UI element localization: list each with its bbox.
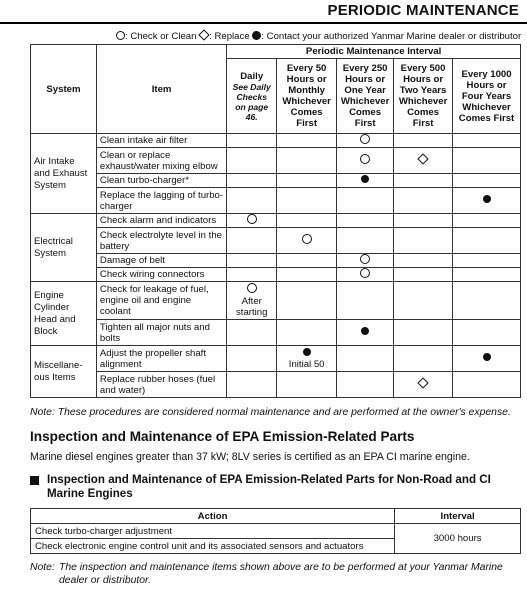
legend-contact: : Contact your authorized Yanmar Marine dealer or distributor [261, 31, 522, 42]
note-normal-maintenance: Note: These procedures are considered normal maintenance and are performed at the owner's expense. [30, 407, 511, 418]
dealer-dot-icon [483, 195, 491, 203]
interval-cell [337, 320, 394, 346]
interval-cell [453, 214, 521, 228]
interval-cell [394, 228, 453, 254]
item-cell: Damage of belt [96, 254, 226, 268]
interval-cell [227, 188, 277, 214]
item-cell: Replace the lagging of turbo-charger [96, 188, 226, 214]
item-cell: Clean or replace exhaust/water mixing elbow [96, 148, 226, 174]
replace-diamond-icon [417, 153, 428, 164]
interval-cell [337, 148, 394, 174]
subsection-title: Inspection and Maintenance of EPA Emission-Related Parts for Non-Road and CI Marine Engines [47, 473, 491, 500]
interval-cell [394, 282, 453, 320]
note-text: The inspection and maintenance items shown above are to be performed at your Yanmar Marine dealer or distributor. [59, 562, 503, 586]
table-row [31, 282, 521, 320]
interval-cell [453, 134, 521, 148]
item-cell: Check wiring connectors [96, 268, 226, 282]
system-cell: Miscellane-ous Items [31, 346, 97, 398]
interval-cell [394, 268, 453, 282]
interval-cell [453, 346, 521, 372]
square-bullet-icon [30, 476, 39, 485]
filled-circle-icon [252, 31, 261, 40]
header-bar [0, 0, 527, 24]
interval-cell [227, 148, 277, 174]
interval-cell [453, 174, 521, 188]
table-row [31, 174, 521, 188]
interval-50-header: Every 50 Hours or Monthly Whichever Comes First [277, 59, 337, 134]
open-circle-icon [116, 31, 125, 40]
system-header: System [31, 45, 97, 134]
item-header: Item [96, 45, 226, 134]
interval-cell [227, 372, 277, 398]
interval-cell [227, 282, 277, 320]
interval-cell [227, 268, 277, 282]
interval-cell [227, 320, 277, 346]
interval-cell [227, 214, 277, 228]
interval-cell [394, 188, 453, 214]
epa-action: Check turbo-charger adjustment [31, 524, 395, 539]
dealer-dot-icon [361, 175, 369, 183]
interval-cell [453, 148, 521, 174]
item-cell: Adjust the propeller shaft alignment [96, 346, 226, 372]
interval-cell [227, 174, 277, 188]
note-label: Note: [30, 562, 55, 573]
interval-cell [277, 174, 337, 188]
interval-cell [277, 268, 337, 282]
interval-cell [453, 282, 521, 320]
interval-cell [337, 254, 394, 268]
interval-cell [337, 268, 394, 282]
interval-cell [394, 320, 453, 346]
interval-cell [453, 320, 521, 346]
epa-action: Check electronic engine control unit and its associated sensors and actuators [31, 539, 395, 554]
table-row [31, 214, 521, 228]
interval-cell [394, 372, 453, 398]
interval-cell [227, 228, 277, 254]
check-circle-icon [360, 134, 370, 144]
interval-cell [337, 282, 394, 320]
dealer-dot-icon [303, 348, 311, 356]
system-cell: Electrical System [31, 214, 97, 282]
interval-cell [337, 174, 394, 188]
interval-daily-header [227, 59, 277, 134]
interval-cell [337, 134, 394, 148]
interval-header-epa: Interval [395, 509, 521, 524]
interval-500-header: Every 500 Hours or Two Years Whichever Comes First [394, 59, 453, 134]
interval-cell [277, 228, 337, 254]
interval-cell [394, 134, 453, 148]
interval-cell [277, 346, 337, 372]
interval-cell [394, 214, 453, 228]
interval-cell [394, 174, 453, 188]
interval-cell [453, 372, 521, 398]
system-cell: Engine Cylinder Head and Block [31, 282, 97, 346]
table-row [31, 134, 521, 148]
system-cell: Air Intake and Exhaust System [31, 134, 97, 214]
interval-cell [337, 188, 394, 214]
interval-cell [277, 320, 337, 346]
symbol-legend [116, 31, 521, 42]
epa-interval: 3000 hours [395, 524, 521, 554]
interval-cell [337, 214, 394, 228]
table-row [31, 254, 521, 268]
interval-250-header: Every 250 Hours or One Year Whichever Comes First [337, 59, 394, 134]
item-cell: Tighten all major nuts and bolts [96, 320, 226, 346]
table-row [31, 188, 521, 214]
interval-header: Periodic Maintenance Interval [227, 45, 521, 59]
interval-cell [394, 346, 453, 372]
table-row [31, 346, 521, 372]
interval-cell [337, 372, 394, 398]
interval-cell [227, 134, 277, 148]
section-body: Marine diesel engines greater than 37 kW; 8LV series is certified as an EPA CI marine engine. [30, 451, 470, 463]
check-circle-icon [360, 154, 370, 164]
item-cell: Clean intake air filter [96, 134, 226, 148]
interval-cell [277, 148, 337, 174]
table-row [31, 320, 521, 346]
interval-1000-header: Every 1000 Hours or Four Years Whichever Comes First [453, 59, 521, 134]
interval-cell [277, 134, 337, 148]
maintenance-table [30, 44, 521, 398]
check-circle-icon [360, 254, 370, 264]
table-row [31, 372, 521, 398]
interval-cell [394, 148, 453, 174]
interval-cell [277, 188, 337, 214]
interval-cell [337, 228, 394, 254]
section-title: Inspection and Maintenance of EPA Emission-Related Parts [30, 429, 415, 444]
action-header: Action [31, 509, 395, 524]
page-title: PERIODIC MAINTENANCE [327, 2, 519, 19]
interval-cell [453, 254, 521, 268]
maintenance-table-body [31, 134, 521, 398]
item-cell: Check electrolyte level in the battery [96, 228, 226, 254]
interval-cell [277, 372, 337, 398]
interval-note: After starting [235, 296, 268, 318]
interval-cell [394, 254, 453, 268]
item-cell: Replace rubber hoses (fuel and water) [96, 372, 226, 398]
check-circle-icon [247, 214, 257, 224]
subsection-heading [30, 473, 525, 501]
replace-diamond-icon [417, 377, 428, 388]
dealer-dot-icon [483, 353, 491, 361]
interval-cell [453, 228, 521, 254]
check-circle-icon [302, 234, 312, 244]
interval-cell [277, 254, 337, 268]
interval-cell [227, 346, 277, 372]
check-circle-icon [247, 283, 257, 293]
interval-daily-label: Daily [240, 70, 264, 82]
note-dealer [30, 561, 525, 587]
legend-replace: : Replace [209, 31, 250, 42]
table-row [31, 228, 521, 254]
table-row [31, 268, 521, 282]
dealer-dot-icon [361, 327, 369, 335]
interval-cell [453, 188, 521, 214]
item-cell: Clean turbo-charger* [96, 174, 226, 188]
table-row [31, 148, 521, 174]
interval-daily-subnote: See Daily Checks on page 46. [232, 81, 271, 122]
check-circle-icon [360, 268, 370, 278]
interval-cell [277, 282, 337, 320]
epa-table [30, 508, 521, 554]
interval-note: Initial 50 [288, 358, 325, 370]
interval-cell [337, 346, 394, 372]
interval-cell [453, 268, 521, 282]
interval-cell [227, 254, 277, 268]
legend-check: : Check or Clean [125, 31, 197, 42]
interval-cell [277, 214, 337, 228]
item-cell: Check for leakage of fuel, engine oil and engine coolant [96, 282, 226, 320]
item-cell: Check alarm and indicators [96, 214, 226, 228]
